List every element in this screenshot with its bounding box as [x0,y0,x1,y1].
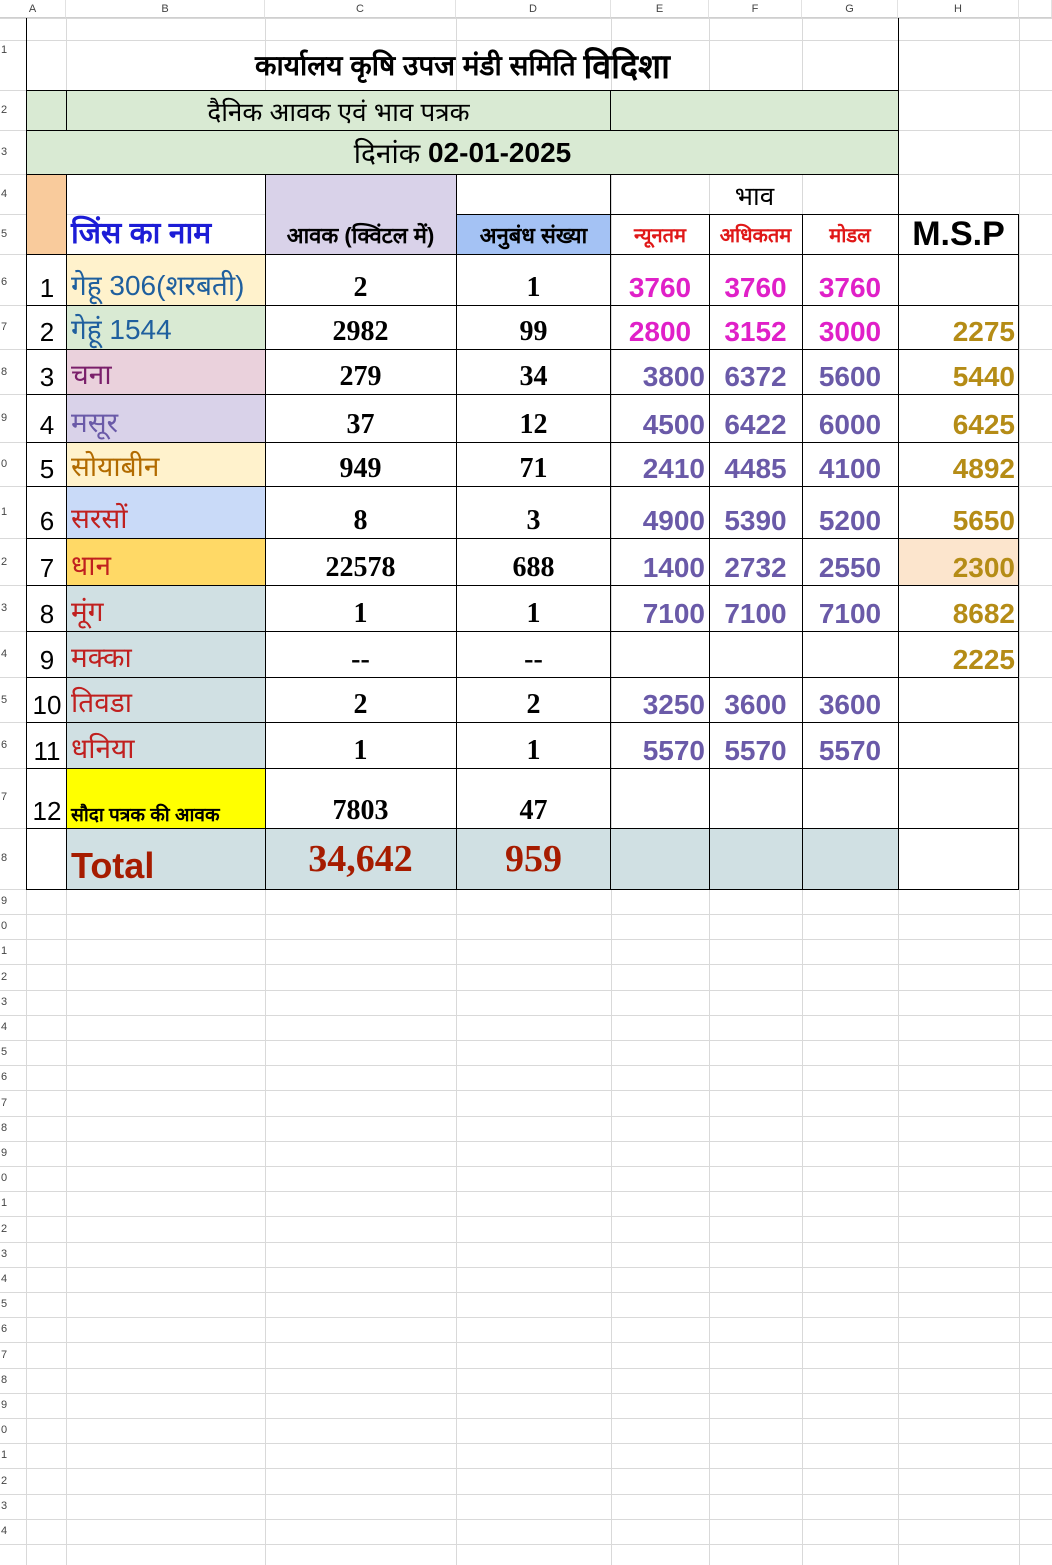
row-number[interactable]: 8 [1,852,8,864]
row-number[interactable]: 8 [1,366,8,378]
arrival-quantity[interactable]: 22578 [325,552,396,583]
grid-line [0,1267,1052,1268]
row-number[interactable]: 1 [1,1449,8,1461]
serial-number[interactable]: 3 [39,362,55,392]
msp-value[interactable]: 8682 [952,598,1015,629]
table-border [456,214,1019,215]
table-border [26,889,1019,890]
grid-line [0,1141,1052,1142]
arrival-quantity[interactable]: 949 [339,453,382,484]
row-number[interactable]: 3 [1,1248,8,1260]
table-border [26,631,1019,632]
msp-header[interactable]: M.S.P [912,214,1005,253]
column-header-h[interactable]: H [898,0,1019,18]
modal-price[interactable]: 2550 [818,552,882,583]
max-price[interactable] [709,769,802,829]
row-number[interactable]: 7 [1,791,8,803]
row-number[interactable]: 5 [1,694,8,706]
total-min-cell[interactable] [611,829,709,889]
total-contracts[interactable]: 959 [456,829,611,889]
table-border [26,130,898,131]
column-header-b[interactable]: B [66,0,265,18]
min-price[interactable]: 1400 [642,552,705,583]
contracts-header-cell[interactable] [456,214,611,254]
row-number[interactable]: 9 [1,1399,8,1411]
arrival-header-cell[interactable] [265,175,456,254]
serial-number[interactable]: 9 [39,645,55,675]
table-border [26,90,898,91]
row-number[interactable]: 1 [1,506,8,518]
max-price[interactable]: 3600 [724,689,787,720]
contract-count[interactable]: 1 [526,735,541,766]
row-number[interactable]: 1 [1,44,8,56]
grid-line [0,914,1052,915]
commodity-name[interactable]: गेहू 306(शरबती) [67,255,265,306]
row-number[interactable]: 1 [1,945,8,957]
max-price[interactable]: 7100 [724,598,787,629]
row-number[interactable]: 4 [1,1525,8,1537]
row-number[interactable]: 3 [1,146,8,158]
column-header-e[interactable]: E [611,0,709,18]
row-number[interactable]: 5 [1,1046,8,1058]
row-number[interactable]: 2 [1,1475,8,1487]
row-number[interactable]: 0 [1,458,8,470]
msp-value[interactable]: 6425 [952,409,1015,440]
contract-count[interactable]: -- [524,644,543,675]
sn-header-cell[interactable] [27,175,66,254]
grid-line [1019,18,1020,1565]
grid-line [0,939,1052,940]
arrival-quantity[interactable]: 7803 [332,795,389,826]
table-border [26,349,1019,350]
min-price[interactable] [611,632,709,678]
table-border [709,214,710,890]
contract-count[interactable]: 99 [519,316,548,347]
row-number[interactable]: 9 [1,1147,8,1159]
serial-number[interactable]: 12 [32,796,62,826]
row-number[interactable]: 4 [1,1273,8,1285]
row-number[interactable]: 6 [1,1323,8,1335]
table-border [26,828,1019,829]
row-number[interactable]: 5 [1,1298,8,1310]
grid-line [0,1393,1052,1394]
column-header-c[interactable]: C [265,0,456,18]
contracts-header: अनुबंध संख्या [479,223,588,248]
grid-line [0,1191,1052,1192]
subtitle-right-cell[interactable] [611,91,898,130]
table-border [265,174,266,890]
grid-line [0,1443,1052,1444]
commodity-name[interactable]: सोयाबीन [67,443,265,487]
grid-line [0,1292,1052,1293]
city-title: विदिशा [583,48,670,86]
date-row[interactable] [27,131,898,174]
max-price[interactable]: 4485 [724,453,787,484]
min-price[interactable]: 5570 [642,735,705,766]
arrival-quantity[interactable]: 279 [339,361,382,392]
date-label: दिनांक [353,137,421,169]
column-header-f[interactable]: F [709,0,802,18]
min-price[interactable]: 7100 [642,598,705,629]
name-header-cell[interactable] [67,175,265,254]
grid-line [0,964,1052,965]
row-number[interactable]: 9 [1,412,8,424]
serial-number[interactable]: 4 [39,410,55,440]
date-value: 02-01-2025 [427,136,572,168]
arrival-quantity[interactable]: 2 [353,272,368,303]
commodity-name[interactable]: तिवडा [67,678,265,723]
table-border [26,394,1019,395]
row-number[interactable]: 4 [1,648,8,660]
row-number[interactable]: 0 [1,1424,8,1436]
max-price[interactable]: 6372 [724,361,787,392]
title-row [27,40,898,90]
arrival-header: आवक (क्विंटल में) [286,223,435,248]
arrival-quantity[interactable]: 37 [346,409,375,440]
table-border [26,538,1019,539]
contract-count[interactable]: 1 [526,598,541,629]
table-border [26,585,1019,586]
subtitle: दैनिक आवक एवं भाव पत्रक [207,96,470,127]
max-price[interactable] [709,632,802,678]
total-label[interactable]: Total [67,829,265,889]
commodity-name[interactable]: मक्का [67,632,265,678]
contract-count[interactable]: 1 [526,272,541,303]
row-number[interactable]: 2 [1,1223,8,1235]
total-max-cell[interactable] [709,829,802,889]
table-border [898,174,899,890]
modal-price[interactable] [802,769,898,829]
table-border [66,90,67,131]
modal-header[interactable]: मोडल [829,224,871,247]
arrival-quantity[interactable]: 1 [353,735,368,766]
column-header-a[interactable]: A [0,0,66,18]
min-price[interactable]: 3800 [642,361,705,392]
grid-line [0,1418,1052,1419]
min-price[interactable]: 4900 [642,505,705,536]
serial-number[interactable]: 8 [39,599,55,629]
contract-count[interactable]: 2 [526,689,541,720]
table-border [26,254,1019,255]
column-header-g[interactable]: G [802,0,898,18]
grid-line [0,1519,1052,1520]
table-border [26,722,1019,723]
grid-line [0,1065,1052,1066]
serial-number[interactable]: 5 [39,454,55,484]
serial-number[interactable]: 11 [33,736,61,766]
min-price[interactable] [611,769,709,829]
max-price[interactable]: 3760 [724,272,787,303]
name-header: जिंस का नाम [71,217,212,250]
row-number[interactable]: 6 [1,276,8,288]
table-border [66,174,67,890]
row-number[interactable]: 2 [1,104,8,116]
table-border [26,305,1019,306]
modal-price[interactable]: 3600 [818,689,882,720]
grid-line [0,1166,1052,1167]
grid-line [0,990,1052,991]
msp-value[interactable]: 2225 [952,644,1015,675]
modal-price[interactable]: 7100 [818,598,882,629]
subtitle-left-cell[interactable] [27,91,66,130]
grid-line [0,1494,1052,1495]
row-number[interactable]: 7 [1,1349,8,1361]
commodity-name[interactable]: धान [67,539,265,586]
msp-value[interactable]: 5650 [952,505,1015,536]
grid-line [0,1368,1052,1369]
modal-price[interactable]: 5200 [818,505,882,536]
column-header-blank[interactable] [1019,0,1052,18]
grid-line [0,1317,1052,1318]
table-border [1018,214,1019,890]
row-number[interactable]: 0 [1,1172,8,1184]
table-border [26,486,1019,487]
msp-value[interactable] [898,678,1019,723]
arrival-quantity[interactable]: -- [351,644,370,675]
msp-value[interactable]: 2275 [952,316,1015,347]
contract-count[interactable]: 688 [512,552,555,583]
arrival-quantity[interactable]: 8 [353,505,368,536]
modal-price[interactable]: 5600 [818,361,882,392]
row-number[interactable]: 7 [1,1097,8,1109]
table-border [26,174,898,175]
total-arrival[interactable]: 34,642 [265,829,456,889]
row-number[interactable]: 4 [1,1021,8,1033]
row-number[interactable]: 8 [1,1374,8,1386]
max-price[interactable]: 5570 [724,735,787,766]
grid-line [0,1116,1052,1117]
table-border [610,174,611,890]
commodity-name[interactable]: मूंग [67,586,265,632]
min-header[interactable]: न्यूनतम [634,224,686,247]
msp-value[interactable] [898,255,1019,306]
msp-value[interactable] [898,769,1019,829]
row-number[interactable]: 2 [1,556,8,568]
office-title: कार्यालय कृषि उपज मंडी समिति [255,50,576,81]
arrival-quantity[interactable]: 1 [353,598,368,629]
commodity-name[interactable]: चना [67,350,265,395]
modal-price[interactable]: 4100 [818,453,882,484]
modal-price[interactable]: 3760 [818,272,882,303]
min-price[interactable]: 4500 [642,409,705,440]
serial-number[interactable]: 1 [39,273,55,303]
grid-line [0,1342,1052,1343]
grid-line [0,1544,1052,1545]
table-border [26,18,27,890]
table-border [898,18,899,175]
commodity-name[interactable]: सौदा पत्रक की आवक [67,769,265,829]
total-sn-cell[interactable] [27,829,66,889]
serial-number[interactable]: 10 [32,690,62,720]
arrival-quantity[interactable]: 2 [353,689,368,720]
row-number[interactable]: 7 [1,321,8,333]
grid-line [0,18,1052,19]
total-modal-cell[interactable] [802,829,898,889]
commodity-name[interactable]: सरसों [67,487,265,539]
contract-count[interactable]: 34 [519,361,548,392]
serial-number[interactable]: 7 [39,553,55,583]
grid-line [0,1216,1052,1217]
contract-count[interactable]: 12 [519,409,548,440]
modal-price[interactable]: 5570 [818,735,882,766]
commodity-name[interactable]: धनिया [67,723,265,769]
row-number[interactable]: 2 [1,971,8,983]
max-price[interactable]: 2732 [724,552,787,583]
grid-line [0,1090,1052,1091]
table-border [456,174,457,890]
modal-price[interactable] [802,632,898,678]
max-price[interactable]: 3152 [724,316,787,347]
commodity-name[interactable]: मसूर [67,395,265,443]
contract-count[interactable]: 71 [519,453,548,484]
contract-count[interactable]: 47 [519,795,548,826]
row-number[interactable]: 8 [1,1122,8,1134]
row-number[interactable]: 5 [1,228,8,240]
modal-price[interactable]: 3000 [818,316,882,347]
min-price[interactable]: 2800 [628,316,692,347]
max-price[interactable]: 6422 [724,409,787,440]
row-number[interactable]: 1 [1,1197,8,1209]
row-number[interactable]: 6 [1,739,8,751]
row-number[interactable]: 4 [1,188,8,200]
row-number[interactable]: 3 [1,996,8,1008]
table-border [26,677,1019,678]
modal-price[interactable]: 6000 [818,409,882,440]
grid-line [0,1040,1052,1041]
commodity-name[interactable]: गेहूं 1544 [67,306,265,350]
arrival-quantity[interactable]: 2982 [332,316,389,347]
row-number[interactable]: 9 [1,895,8,907]
min-price[interactable]: 3760 [628,272,692,303]
table-border [26,442,1019,443]
grid-line [0,1242,1052,1243]
max-header[interactable]: अधिकतम [719,224,792,247]
min-price[interactable]: 2410 [642,453,705,484]
serial-number[interactable]: 2 [39,317,55,347]
row-number[interactable]: 0 [1,920,8,932]
msp-value[interactable]: 5440 [952,361,1015,392]
contract-count[interactable]: 3 [526,505,541,536]
row-number[interactable]: 3 [1,602,8,614]
min-price[interactable]: 3250 [642,689,705,720]
table-border [26,768,1019,769]
column-header-d[interactable]: D [456,0,611,18]
max-price[interactable]: 5390 [724,505,787,536]
subtitle-cell[interactable] [67,91,610,130]
grid-line [0,1468,1052,1469]
bhav-header: भाव [734,180,775,211]
serial-number[interactable]: 6 [39,506,55,536]
msp-value[interactable]: 2300 [898,539,1019,586]
row-number[interactable]: 3 [1,1500,8,1512]
bhav-header-cell[interactable] [611,175,898,214]
msp-value[interactable] [898,723,1019,769]
table-border [610,90,611,131]
row-number[interactable]: 6 [1,1071,8,1083]
table-border [802,214,803,890]
grid-line [0,1015,1052,1016]
msp-value[interactable]: 4892 [952,453,1015,484]
